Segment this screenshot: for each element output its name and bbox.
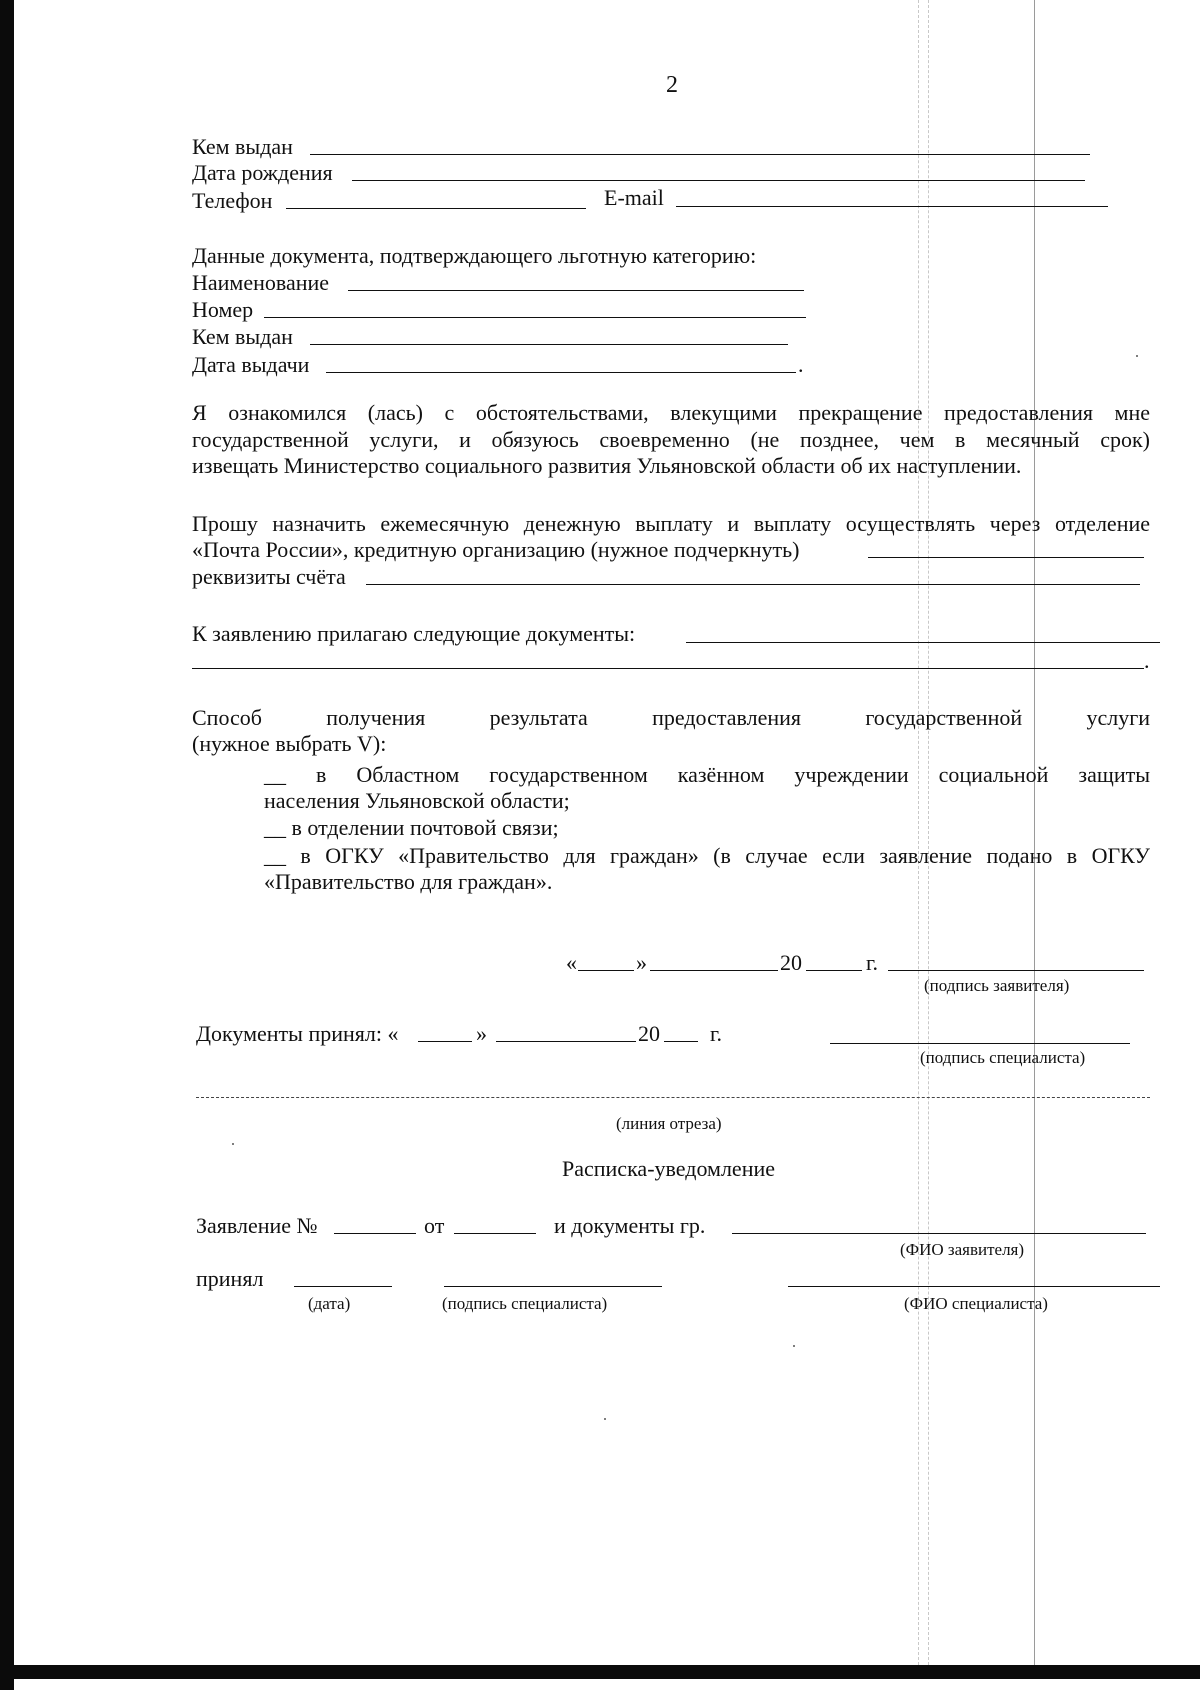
payment-line-1: Прошу назначить ежемесячную денежную выплату и выплату осуществлять через отделение bbox=[192, 511, 1150, 536]
applicant-date-day-field[interactable] bbox=[578, 970, 634, 971]
applicant-date-month-field[interactable] bbox=[650, 970, 778, 971]
birth-date-field[interactable] bbox=[352, 180, 1085, 181]
applicant-signature-field[interactable] bbox=[888, 970, 1144, 971]
applicant-date-year-prefix: 20 bbox=[780, 950, 802, 975]
cut-line-caption: (линия отреза) bbox=[616, 1114, 722, 1133]
receipt-accepted-label: принял bbox=[196, 1266, 264, 1291]
attachments-field-1[interactable] bbox=[686, 642, 1160, 643]
cut-line bbox=[196, 1097, 1150, 1098]
result-option-gov-line-2: «Правительство для граждан». bbox=[264, 869, 553, 894]
result-method-line-1: Способ получения результата предоставления государственной услуги bbox=[192, 705, 1150, 730]
specialist-signature-caption: (подпись специалиста) bbox=[920, 1048, 1086, 1067]
receipt-date-field[interactable] bbox=[294, 1286, 392, 1287]
specialist-signature-field[interactable] bbox=[830, 1043, 1130, 1044]
applicant-date-year-suffix: г. bbox=[866, 950, 879, 975]
issued-by-field[interactable] bbox=[310, 154, 1090, 155]
accepted-month-field[interactable] bbox=[496, 1041, 636, 1042]
attachments-label: К заявлению прилагаю следующие документы: bbox=[192, 621, 636, 646]
scan-fold-line-light-2 bbox=[928, 0, 929, 1665]
benefit-doc-issued-by-field[interactable] bbox=[310, 344, 788, 345]
attachments-end: . bbox=[1144, 648, 1150, 673]
scan-border-left bbox=[0, 0, 14, 1690]
scan-speck bbox=[604, 1418, 606, 1420]
result-option-gov-line-1[interactable]: __ в ОГКУ «Правительство для граждан» (в случае если заявление подано в ОГКУ bbox=[264, 843, 1150, 868]
receipt-applicant-name-field[interactable] bbox=[732, 1233, 1146, 1234]
accepted-year-field[interactable] bbox=[664, 1041, 698, 1042]
account-details-label: реквизиты счёта bbox=[192, 564, 346, 589]
email-label: E-mail bbox=[604, 185, 664, 210]
receipt-specialist-caption: (ФИО специалиста) bbox=[904, 1294, 1048, 1313]
account-details-field[interactable] bbox=[366, 584, 1140, 585]
receipt-date-caption: (дата) bbox=[308, 1294, 351, 1313]
receipt-documents-label: и документы гр. bbox=[554, 1213, 706, 1238]
scan-speck bbox=[793, 1345, 795, 1347]
attachments-field-2[interactable] bbox=[192, 668, 1144, 669]
accepted-label: Документы принял: « bbox=[196, 1021, 399, 1046]
result-option-ogku-line-2: населения Ульяновской области; bbox=[264, 788, 570, 813]
page-number: 2 bbox=[666, 72, 678, 98]
scan-fold-line bbox=[1034, 0, 1035, 1665]
receipt-application-date-field[interactable] bbox=[454, 1233, 536, 1234]
birth-date-label: Дата рождения bbox=[192, 160, 333, 185]
accepted-day-field[interactable] bbox=[418, 1041, 472, 1042]
receipt-applicant-caption: (ФИО заявителя) bbox=[900, 1240, 1025, 1259]
phone-label: Телефон bbox=[192, 188, 273, 213]
phone-field[interactable] bbox=[286, 208, 586, 209]
receipt-application-label: Заявление № bbox=[196, 1213, 318, 1238]
scan-speck bbox=[1136, 355, 1138, 357]
scan-speck bbox=[232, 1143, 234, 1145]
scan-fold-line-light bbox=[918, 0, 919, 1665]
receipt-signature-caption: (подпись специалиста) bbox=[442, 1294, 608, 1313]
benefit-doc-number-label: Номер bbox=[192, 297, 254, 322]
benefit-doc-heading: Данные документа, подтверждающего льготную категорию: bbox=[192, 243, 757, 268]
email-field[interactable] bbox=[676, 206, 1108, 207]
acknowledgement-line-2: государственной услуги, и обязуюсь своевременно (не позднее, чем в месячный срок) bbox=[192, 427, 1150, 452]
result-option-post[interactable]: __ в отделении почтовой связи; bbox=[264, 815, 559, 840]
applicant-date-close-quote: » bbox=[636, 950, 647, 975]
accepted-year-prefix: 20 bbox=[638, 1021, 660, 1046]
benefit-doc-issue-date-field[interactable] bbox=[326, 372, 796, 373]
benefit-doc-name-field[interactable] bbox=[348, 290, 804, 291]
benefit-doc-name-label: Наименование bbox=[192, 270, 330, 295]
accepted-close-quote: » bbox=[476, 1021, 487, 1046]
result-option-ogku-line-1[interactable]: __ в Областном государственном казённом учреждении социальной защиты bbox=[264, 762, 1150, 787]
issued-by-label: Кем выдан bbox=[192, 134, 293, 159]
acknowledgement-line-1: Я ознакомился (лась) с обстоятельствами, влекущими прекращение предоставления мне bbox=[192, 400, 1150, 425]
applicant-signature-caption: (подпись заявителя) bbox=[924, 976, 1070, 995]
receipt-application-number-field[interactable] bbox=[334, 1233, 416, 1234]
applicant-date-open-quote: « bbox=[566, 950, 577, 975]
payment-organization-field[interactable] bbox=[868, 557, 1144, 558]
acknowledgement-line-3: извещать Министерство социального развития Ульяновской области об их наступлении. bbox=[192, 453, 1022, 478]
receipt-signature-field[interactable] bbox=[444, 1286, 662, 1287]
benefit-doc-issue-date-end: . bbox=[798, 352, 804, 377]
result-method-line-2: (нужное выбрать V): bbox=[192, 731, 387, 756]
receipt-specialist-name-field[interactable] bbox=[788, 1286, 1160, 1287]
benefit-doc-issued-by-label: Кем выдан bbox=[192, 324, 293, 349]
benefit-doc-issue-date-label: Дата выдачи bbox=[192, 352, 310, 377]
applicant-date-year-field[interactable] bbox=[806, 970, 862, 971]
accepted-year-suffix: г. bbox=[710, 1021, 723, 1046]
payment-line-2: «Почта России», кредитную организацию (нужное подчеркнуть) bbox=[192, 537, 800, 562]
benefit-doc-number-field[interactable] bbox=[264, 317, 806, 318]
receipt-from-label: от bbox=[424, 1213, 445, 1238]
scan-border-bottom bbox=[0, 1665, 1200, 1679]
receipt-title: Расписка-уведомление bbox=[562, 1156, 776, 1181]
